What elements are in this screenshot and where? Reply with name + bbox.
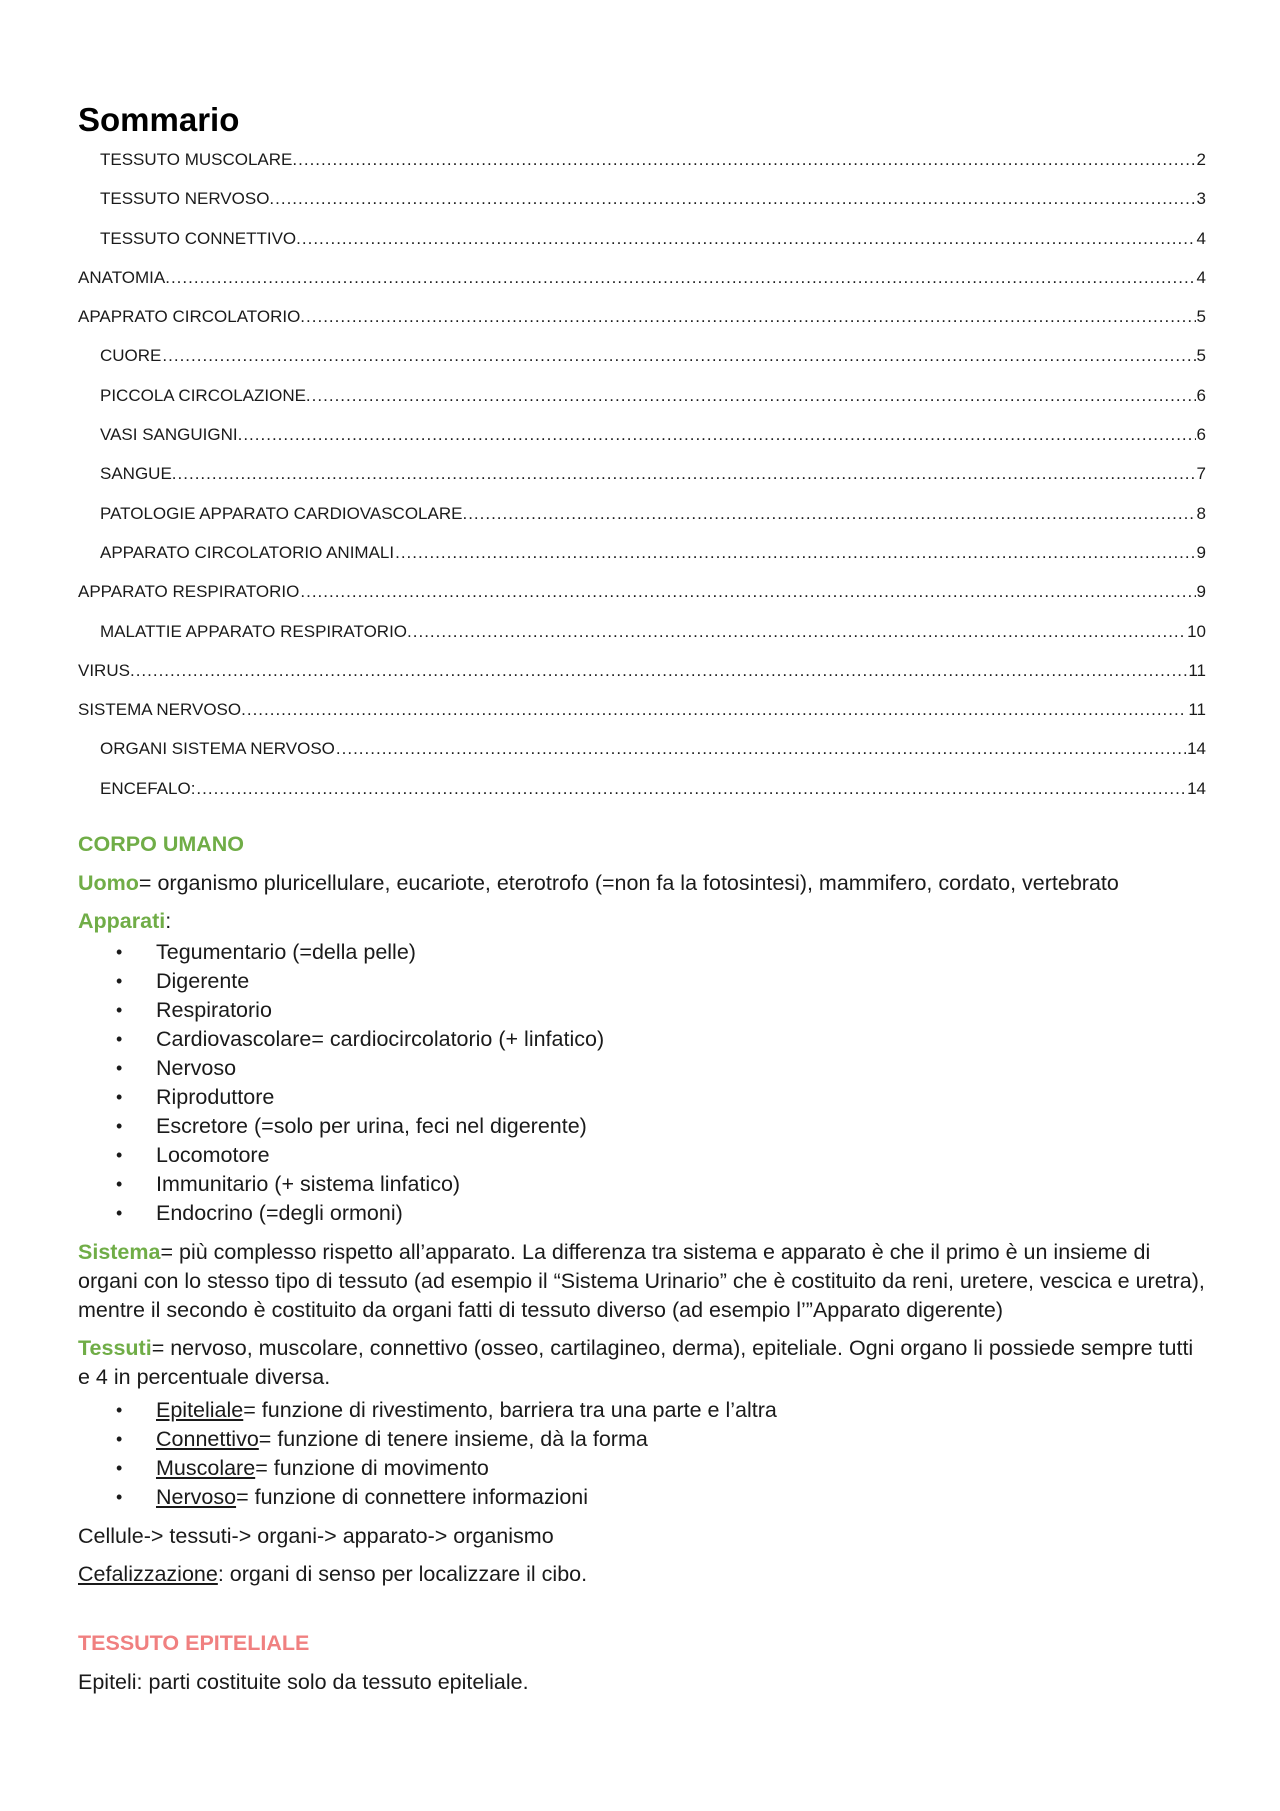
toc-leader-dots [196, 779, 1186, 799]
term-cefalizzazione: Cefalizzazione [78, 1562, 218, 1587]
toc-entry-page: 4 [1196, 267, 1206, 287]
list-item-text: = funzione di rivestimento, barriera tra una parte e l’altra [243, 1398, 777, 1423]
toc-leader-dots [136, 661, 1188, 681]
toc-leader-dots [275, 189, 1195, 209]
toc-entry[interactable] [78, 150, 1206, 189]
toc-entry-page: 10 [1187, 621, 1206, 641]
toc-entry-page: 14 [1187, 778, 1206, 798]
list-item-text: Locomotore [156, 1143, 270, 1168]
list-item-text: Riproduttore [156, 1085, 275, 1110]
list-item [78, 938, 1206, 967]
toc-leader-dots [300, 582, 1195, 602]
term-sistema: Sistema [78, 1240, 161, 1265]
toc-leader-dots [171, 268, 1196, 288]
paragraph-gerarchia: Cellule-> tessuti-> organi-> apparato-> organismo [78, 1524, 554, 1549]
section-heading-tessuto-epiteliale: TESSUTO EPITELIALE [78, 1631, 310, 1656]
bullet-icon: • [116, 1058, 123, 1079]
toc-entry[interactable] [78, 504, 1206, 543]
toc-entry-page: 6 [1196, 385, 1206, 405]
toc-entry[interactable] [78, 268, 1206, 307]
toc-leader-dots [413, 622, 1186, 642]
toc-entry[interactable] [78, 386, 1206, 425]
toc-entry-page: 7 [1196, 464, 1206, 484]
toc-entry-label: ENCEFALO: [100, 778, 196, 798]
toc-leader-dots [243, 425, 1195, 445]
toc-entry[interactable] [78, 739, 1206, 778]
toc-entry-label: SANGUE. [100, 464, 177, 484]
list-item [78, 1170, 1206, 1199]
term-uomo: Uomo [78, 871, 139, 896]
list-item-term: Connettivo [156, 1427, 259, 1452]
toc-entry[interactable] [78, 464, 1206, 503]
list-item-text: Endocrino (=degli ormoni) [156, 1201, 403, 1226]
toc-entry-page: 11 [1188, 660, 1206, 680]
toc-entry-page: 8 [1196, 503, 1206, 523]
toc-entry-page: 3 [1196, 189, 1206, 209]
toc-leader-dots [178, 464, 1196, 484]
toc-entry-page: 9 [1196, 582, 1206, 602]
toc-entry-page: 5 [1196, 307, 1206, 327]
list-item-term: Muscolare [156, 1456, 256, 1481]
bullet-icon: • [116, 1400, 123, 1421]
toc-entry[interactable] [78, 622, 1206, 661]
toc-entry-page: 9 [1196, 542, 1206, 562]
paragraph-uomo [78, 869, 1206, 898]
toc-leader-dots [247, 700, 1188, 720]
toc-entry-page: 5 [1196, 346, 1206, 366]
text-cefalizzazione: : organi di senso per localizzare il cibo. [217, 1562, 588, 1587]
list-item-text: Tegumentario (=della pelle) [156, 940, 416, 965]
toc-entry[interactable] [78, 425, 1206, 464]
toc-entry-label: VASI SANGUIGNI. [100, 425, 243, 445]
toc-entry-page: 4 [1196, 228, 1206, 248]
list-item-text: Immunitario (+ sistema linfatico) [156, 1172, 461, 1197]
paragraph-epiteli: Epiteli: parti costituite solo da tessuto epiteliale. [78, 1670, 529, 1695]
paragraph-cefalizzazione [78, 1560, 1206, 1589]
list-item-text: = funzione di connettere informazioni [236, 1485, 589, 1510]
toc-entry-label: APPARATO CIRCOLATORIO ANIMALI [100, 542, 395, 562]
list-item [78, 1199, 1206, 1228]
list-item-term: Nervoso [156, 1485, 237, 1510]
list-item [78, 1425, 1206, 1454]
bullet-icon: • [116, 1029, 123, 1050]
toc-leader-dots [306, 307, 1196, 327]
paragraph-tessuti [78, 1334, 1206, 1392]
bullet-icon: • [116, 1458, 123, 1479]
toc-entry-label: TESSUTO NERVOSO. [100, 189, 275, 209]
bullet-icon: • [116, 1487, 123, 1508]
toc-entry-label: TESSUTO MUSCOLARE. [100, 150, 298, 169]
list-item [78, 1054, 1206, 1083]
apparati-colon: : [165, 909, 172, 934]
toc-entry[interactable] [78, 307, 1206, 346]
bullet-icon: • [116, 1087, 123, 1108]
bullet-icon: • [116, 1203, 123, 1224]
text-uomo: = organismo pluricellulare, eucariote, eterotrofo (=non fa la fotosintesi), mammifero, cordato, vertebrato [138, 871, 1119, 896]
toc-entry-label: ANATOMIA. [78, 267, 170, 287]
list-item-text: Respiratorio [156, 998, 272, 1023]
toc-entry[interactable] [78, 582, 1206, 621]
toc-entry-label: ORGANI SISTEMA NERVOSO [100, 739, 335, 759]
bullet-icon: • [116, 1116, 123, 1137]
toc-leader-dots [298, 150, 1195, 170]
toc-entry-label: VIRUS. [78, 660, 135, 680]
toc-entry-label: PATOLOGIE APPARATO CARDIOVASCOLARE. [100, 503, 468, 523]
toc-entry-page: 2 [1196, 150, 1206, 169]
list-item [78, 1025, 1206, 1054]
list-item-term: Epiteliale [156, 1398, 244, 1423]
toc-entry[interactable] [78, 779, 1206, 818]
list-item-text: = funzione di movimento [255, 1456, 489, 1481]
toc-entry-page: 11 [1188, 700, 1206, 720]
term-tessuti: Tessuti [78, 1336, 152, 1361]
list-item-text: = funzione di tenere insieme, dà la forma [258, 1427, 648, 1452]
list-item [78, 1396, 1206, 1425]
bullet-icon: • [116, 942, 123, 963]
list-item-text: Cardiovascolare= cardiocircolatorio (+ linfatico) [156, 1027, 605, 1052]
toc-entry[interactable] [78, 229, 1206, 268]
toc-leader-dots [468, 504, 1195, 524]
text-sistema: = più complesso rispetto all’apparato. La differenza tra sistema e apparato è che il primo è un insieme di organi con lo stesso tipo di tessuto (ad esempio il “Sistema Urinario” che è costituito da reni, uretere, vescica e uretra), mentre il secondo è costituito da organi fatti di tessuto diverso (ad esempio l’”Apparato digerente) [78, 1240, 1205, 1323]
toc-entry[interactable] [78, 543, 1206, 582]
list-item [78, 1141, 1206, 1170]
toc-entry-page: 6 [1196, 425, 1206, 445]
text-tessuti: = nervoso, muscolare, connettivo (osseo, cartilagineo, derma), epiteliale. Ogni organo li possiede sempre tutti e 4 in percentuale diversa. [78, 1336, 1194, 1390]
toc-entry[interactable] [78, 346, 1206, 385]
main-content [78, 830, 1206, 1697]
toc-entry-page: 14 [1187, 739, 1206, 759]
list-item-text: Digerente [156, 969, 250, 994]
list-item [78, 967, 1206, 996]
toc-entry-label: MALATTIE APPARATO RESPIRATORIO. [100, 621, 412, 641]
paragraph-apparati [78, 907, 1206, 936]
term-apparati: Apparati [78, 909, 166, 934]
section-heading-corpo-umano: CORPO UMANO [78, 832, 245, 857]
toc-entry-label: TESSUTO CONNETTIVO. [100, 228, 301, 248]
table-of-contents [78, 150, 1206, 818]
list-item [78, 1483, 1206, 1512]
toc-entry-label: CUORE [100, 346, 162, 366]
bullet-icon: • [116, 971, 123, 992]
paragraph-sistema [78, 1238, 1206, 1325]
bullet-icon: • [116, 1429, 123, 1450]
toc-entry-label: SISTEMA NERVOSO. [78, 700, 246, 720]
toc-title: Sommario [78, 101, 240, 138]
toc-entry[interactable] [78, 661, 1206, 700]
list-item [78, 996, 1206, 1025]
toc-leader-dots [162, 346, 1195, 366]
tessuti-list [78, 1396, 1206, 1512]
apparati-list [78, 938, 1206, 1228]
toc-leader-dots [336, 739, 1186, 759]
list-item-text: Nervoso [156, 1056, 237, 1081]
list-item [78, 1454, 1206, 1483]
document-page [78, 100, 1206, 1706]
bullet-icon: • [116, 1174, 123, 1195]
toc-entry[interactable] [78, 700, 1206, 739]
toc-entry-label: APPARATO RESPIRATORIO [78, 582, 300, 602]
toc-entry[interactable] [78, 189, 1206, 228]
list-item [78, 1083, 1206, 1112]
toc-leader-dots [302, 229, 1196, 249]
bullet-icon: • [116, 1145, 123, 1166]
list-item [78, 1112, 1206, 1141]
toc-leader-dots [395, 543, 1195, 563]
list-item-text: Escretore (=solo per urina, feci nel digerente) [156, 1114, 587, 1139]
bullet-icon: • [116, 1000, 123, 1021]
toc-entry-label: PICCOLA CIRCOLAZIONE. [100, 385, 311, 405]
toc-leader-dots [312, 386, 1196, 406]
toc-entry-label: APAPRATO CIRCOLATORIO. [78, 307, 306, 327]
